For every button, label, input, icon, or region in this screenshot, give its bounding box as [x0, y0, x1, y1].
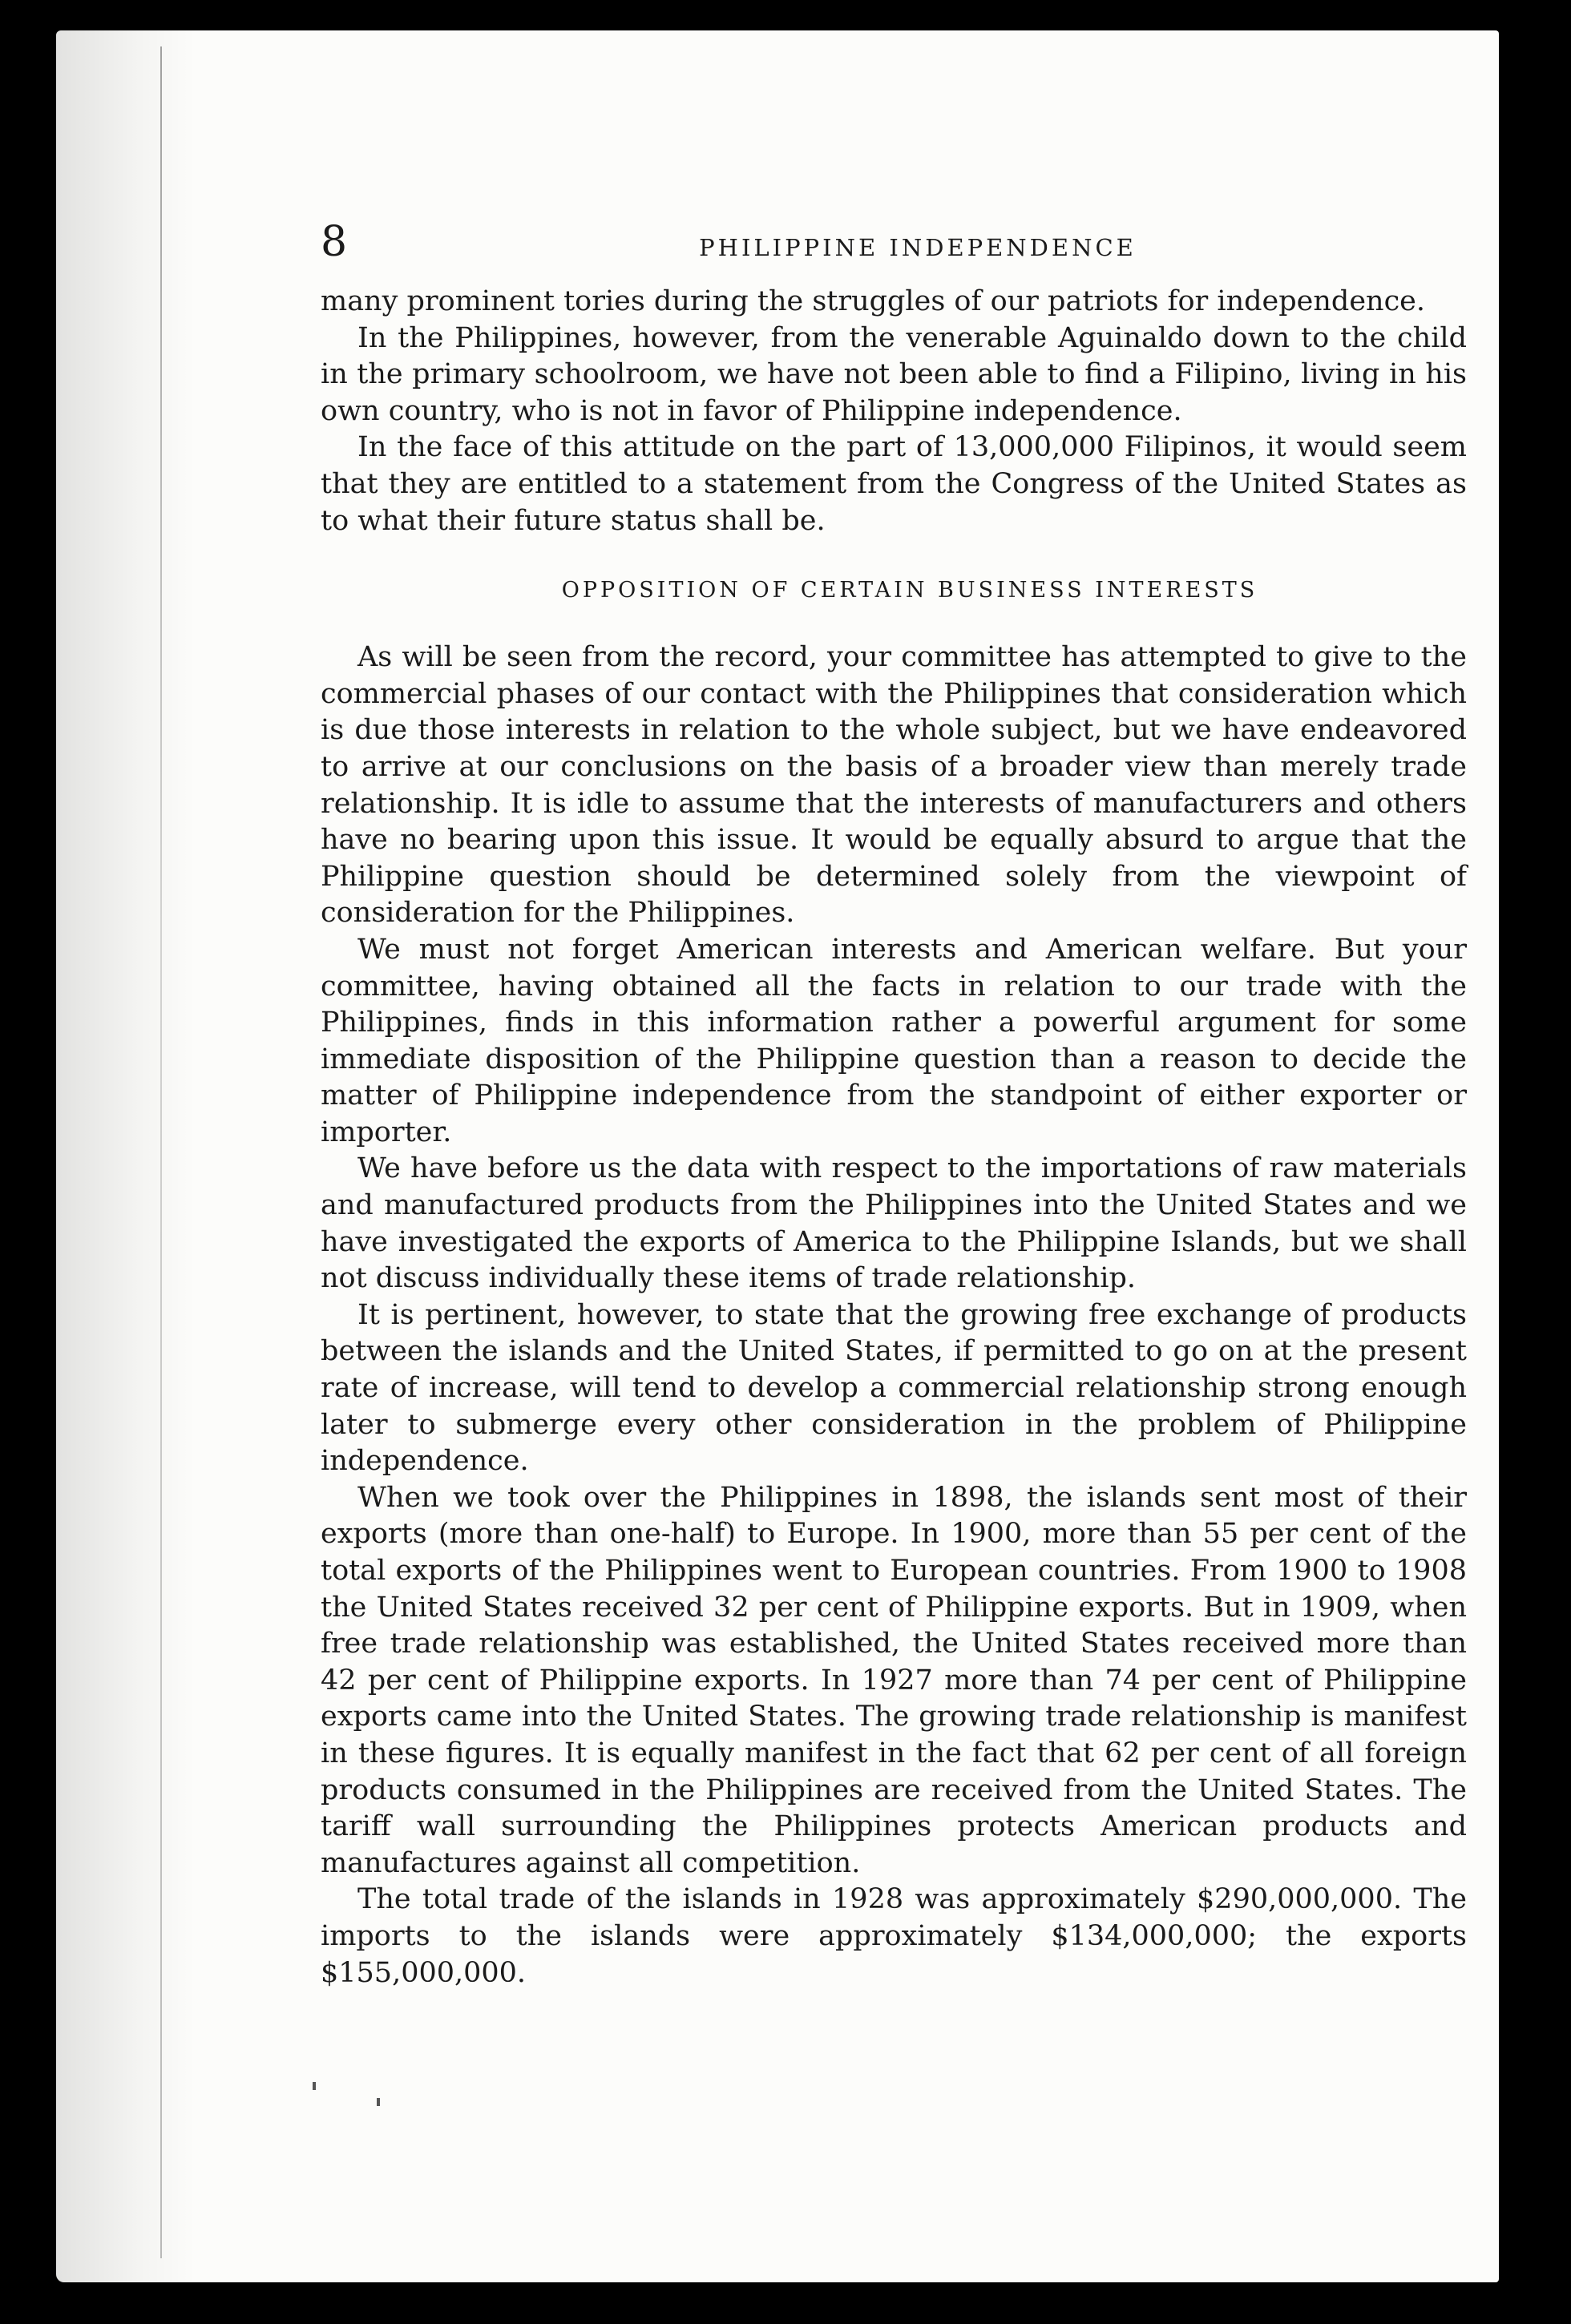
paragraph: We must not forget American interests and American welfare. But your committee, having obtained all the facts in relation to our trade with the Philippines, finds in this information rather a powerful argument for some immediate disposition of the Philippine question than a reason to decide the matter of Philippine independence from the standpoint of either exporter or importer. [321, 933, 1467, 1148]
paragraph: The total trade of the islands in 1928 was approximately $290,000,000. The imports to the islands were approximately $134,000,000; the exports $155,000,000. [321, 1883, 1467, 1989]
running-head: PHILIPPINE INDEPENDENCE [699, 234, 1137, 261]
paragraph: It is pertinent, however, to state that the growing free exchange of products between the islands and the United States, if permitted to go on at the present rate of increase, will tend to develop a commercial relationship strong enough later to submerge every other consideration in the problem of Philippine independence. [321, 1298, 1467, 1478]
body-text [321, 284, 1467, 1991]
paragraph: In the face of this attitude on the part of 13,000,000 Filipinos, it would seem that they are entitled to a statement from the Congress of the United States as to what their future status shall be. [321, 431, 1467, 537]
paragraph: many prominent tories during the struggles of our patriots for independence. [321, 285, 1426, 317]
page-number: 8 [321, 218, 348, 266]
page-header [321, 212, 1467, 284]
paragraph: When we took over the Philippines in 1898, the islands sent most of their exports (more than one-half) to Europe. In 1900, more than 55 per cent of the total exports of the Philippines went to European countries. From 1900 to 1908 the United States received 32 per cent of Philippine exports. But in 1909, when free trade relationship was established, the United States received more than 42 per cent of Philippine exports. In 1927 more than 74 per cent of Philippine exports came into the United States. The growing trade relationship is manifest in these figures. It is equally manifest in the fact that 62 per cent of all foreign products consumed in the Philippines are received from the United States. The tariff wall surrounding the Philippines protects American products and manufactures against all competition. [321, 1481, 1467, 1879]
page-content [321, 212, 1467, 1991]
scan-speck [377, 2098, 380, 2106]
paragraph: In the Philippines, however, from the venerable Aguinaldo down to the child in the primary schoolroom, we have not been able to find a Filipino, living in his own country, who is not in favor of Philippine independence. [321, 321, 1467, 427]
document-page [56, 30, 1499, 2282]
paragraph: As will be seen from the record, your committee has attempted to give to the commercial phases of our contact with the Philippines that consideration which is due those interests in relation to the whole subject, but we have endeavored to arrive at our conclusions on the basis of a broader view than merely trade relationship. It is idle to assume that the interests of manufacturers and others have no bearing upon this issue. It would be equally absurd to argue that the Philippine question should be determined solely from the viewpoint of consideration for the Philippines. [321, 641, 1467, 930]
page-fold-line [160, 46, 162, 2258]
page-gutter-shadow [56, 30, 196, 2282]
scan-speck [313, 2082, 316, 2090]
paragraph: We have before us the data with respect to the importations of raw materials and manufactured products from the Philippines into the United States and we have investigated the exports of America to the Philippine Islands, but we shall not discuss individually these items of trade relationship. [321, 1152, 1467, 1295]
section-heading: OPPOSITION OF CERTAIN BUSINESS INTERESTS [561, 578, 1258, 603]
